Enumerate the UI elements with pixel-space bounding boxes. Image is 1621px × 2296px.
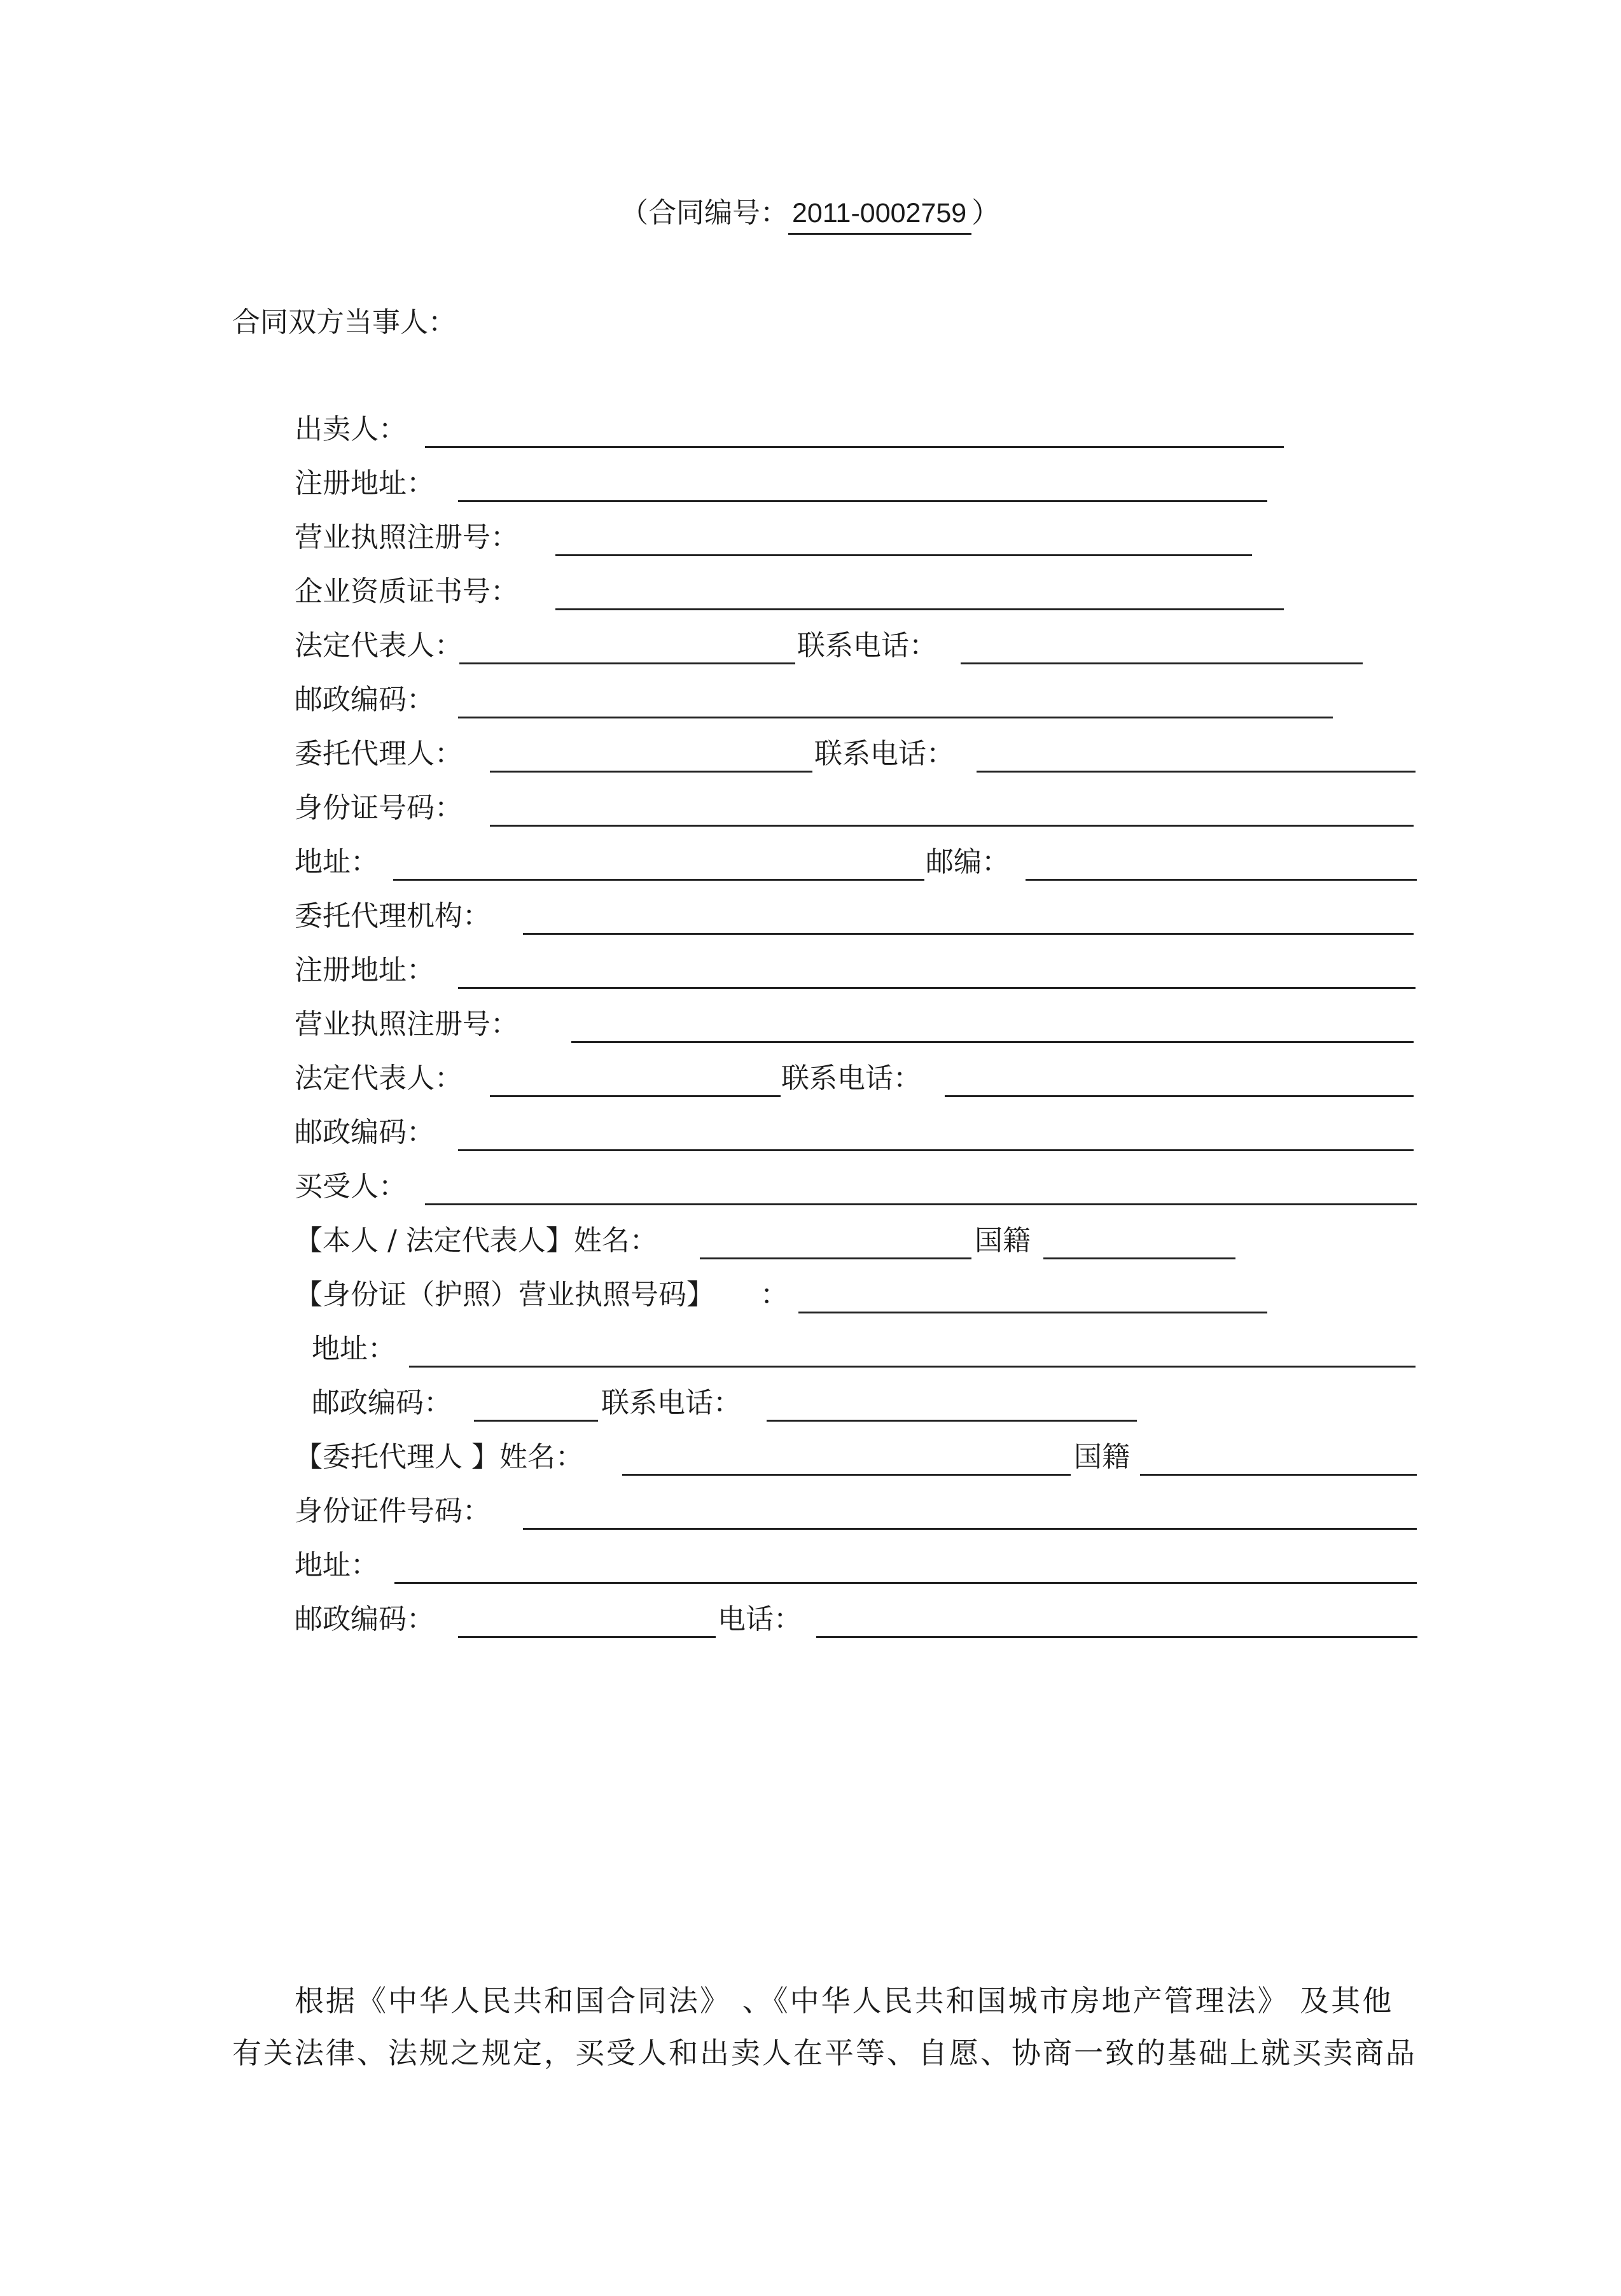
qualification-field[interactable]	[555, 608, 1284, 610]
agent-label: 委托代理人：	[295, 738, 463, 770]
agency-biz-license-row	[0, 1007, 1621, 1046]
agency-phone-label: 联系电话：	[781, 1062, 921, 1095]
agency-biz-license-label: 营业执照注册号：	[295, 1008, 518, 1040]
seller-agent-row	[0, 737, 1621, 775]
agent-tel-label: 电话：	[718, 1603, 802, 1635]
seller-field[interactable]	[425, 446, 1284, 448]
agency-row	[0, 899, 1621, 937]
seller-agent-id-row	[0, 791, 1621, 829]
seller-legal-rep-row	[0, 629, 1621, 667]
id-passport-colon: ：	[760, 1278, 788, 1311]
nationality-field[interactable]	[1043, 1257, 1235, 1259]
postal-code-field[interactable]	[458, 717, 1333, 718]
seller-row	[0, 412, 1621, 451]
seller-reg-address-row	[0, 466, 1621, 505]
biz-license-field[interactable]	[555, 554, 1252, 556]
buyer-id-row	[0, 1278, 1621, 1316]
buyer-phone-label: 联系电话：	[601, 1387, 741, 1419]
parties-title: 合同双方当事人：	[232, 306, 456, 339]
buyer-postal-field[interactable]	[474, 1420, 598, 1422]
agency-postal-label: 邮政编码：	[295, 1116, 435, 1149]
self-legal-name-label: 【本人 / 法定代表人】姓名：	[295, 1224, 658, 1257]
agent-field[interactable]	[490, 771, 812, 773]
agency-phone-field[interactable]	[945, 1095, 1414, 1097]
agent-phone-label: 联系电话：	[814, 738, 954, 770]
agent-postal-label: 邮政编码：	[295, 1603, 435, 1635]
agency-postal-field[interactable]	[458, 1149, 1414, 1151]
legal-rep-label: 法定代表人：	[295, 629, 463, 662]
buyer-address-field[interactable]	[409, 1366, 1416, 1368]
paragraph-line-2: 有关法律、法规之规定，买受人和出卖人在平等、自愿、协商一致的基础上就买卖商品	[232, 2036, 1417, 2070]
agency-postal-row	[0, 1116, 1621, 1154]
contract-number: 2011-0002759	[788, 198, 971, 235]
agent-name-field[interactable]	[622, 1474, 1071, 1476]
buyer-agent-address-row	[0, 1548, 1621, 1586]
contract-number-suffix: ）	[971, 197, 1000, 229]
buyer-row	[0, 1170, 1621, 1208]
buyer-field[interactable]	[425, 1203, 1417, 1205]
agency-legal-rep-field[interactable]	[490, 1095, 781, 1097]
agency-biz-license-field[interactable]	[571, 1041, 1414, 1043]
qualification-label: 企业资质证书号：	[295, 575, 518, 608]
agent-tel-field[interactable]	[816, 1636, 1417, 1638]
agency-reg-address-label: 注册地址：	[295, 954, 435, 986]
agent-name-label: 【委托代理人 】姓名：	[295, 1441, 583, 1473]
seller-postal-row	[0, 683, 1621, 721]
buyer-agent-postal-row	[0, 1602, 1621, 1641]
contract-number-prefix: （合同编号：	[620, 197, 788, 229]
id-no-field[interactable]	[490, 825, 1414, 827]
agent-phone-field[interactable]	[977, 771, 1416, 773]
buyer-phone-field[interactable]	[767, 1420, 1137, 1422]
nationality-label: 国籍	[975, 1224, 1031, 1257]
zip-label: 邮编：	[926, 846, 1010, 878]
reg-address-field[interactable]	[458, 500, 1267, 502]
agency-legal-rep-row	[0, 1061, 1621, 1100]
agency-reg-address-row	[0, 953, 1621, 991]
buyer-address-row	[0, 1332, 1621, 1370]
contract-number-line	[620, 190, 999, 235]
seller-label: 出卖人：	[295, 413, 407, 445]
buyer-name-row	[0, 1224, 1621, 1262]
paragraph-line-1: 根据《中华人民共和国合同法》 、《中华人民共和国城市房地产管理法》 及其他	[295, 1984, 1394, 2018]
phone-label: 联系电话：	[797, 629, 937, 662]
id-no-label: 身份证号码：	[295, 792, 463, 824]
buyer-agent-id-row	[0, 1494, 1621, 1532]
zip-field[interactable]	[1026, 879, 1417, 881]
postal-code-label: 邮政编码：	[295, 683, 435, 716]
buyer-label: 买受人：	[295, 1170, 407, 1203]
reg-address-label: 注册地址：	[295, 467, 435, 500]
agent-postal-field[interactable]	[458, 1636, 716, 1638]
buyer-agent-row	[0, 1440, 1621, 1478]
buyer-postal-label: 邮政编码：	[312, 1387, 452, 1419]
agency-label: 委托代理机构：	[295, 900, 490, 932]
qualification-row	[0, 575, 1621, 613]
address-label: 地址：	[295, 846, 379, 878]
buyer-name-field[interactable]	[700, 1257, 971, 1259]
agent-address-label: 地址：	[295, 1549, 379, 1581]
agency-legal-rep-label: 法定代表人：	[295, 1062, 463, 1095]
agent-nationality-label: 国籍	[1074, 1441, 1130, 1473]
agency-field[interactable]	[523, 933, 1414, 935]
id-passport-license-label: 【身份证（护照）营业执照号码】	[295, 1278, 714, 1311]
id-doc-no-label: 身份证件号码：	[295, 1495, 490, 1527]
buyer-postal-row	[0, 1386, 1621, 1424]
agent-nationality-field[interactable]	[1140, 1474, 1417, 1476]
agent-address-field[interactable]	[394, 1582, 1417, 1584]
address-field[interactable]	[393, 879, 924, 881]
phone-field[interactable]	[961, 662, 1363, 664]
id-passport-license-field[interactable]	[798, 1312, 1267, 1313]
id-doc-no-field[interactable]	[523, 1528, 1417, 1530]
seller-biz-license-row	[0, 521, 1621, 559]
legal-rep-field[interactable]	[459, 662, 795, 664]
biz-license-label: 营业执照注册号：	[295, 521, 518, 554]
seller-agent-address-row	[0, 845, 1621, 883]
agency-reg-address-field[interactable]	[458, 987, 1416, 989]
buyer-address-label: 地址：	[312, 1333, 396, 1365]
